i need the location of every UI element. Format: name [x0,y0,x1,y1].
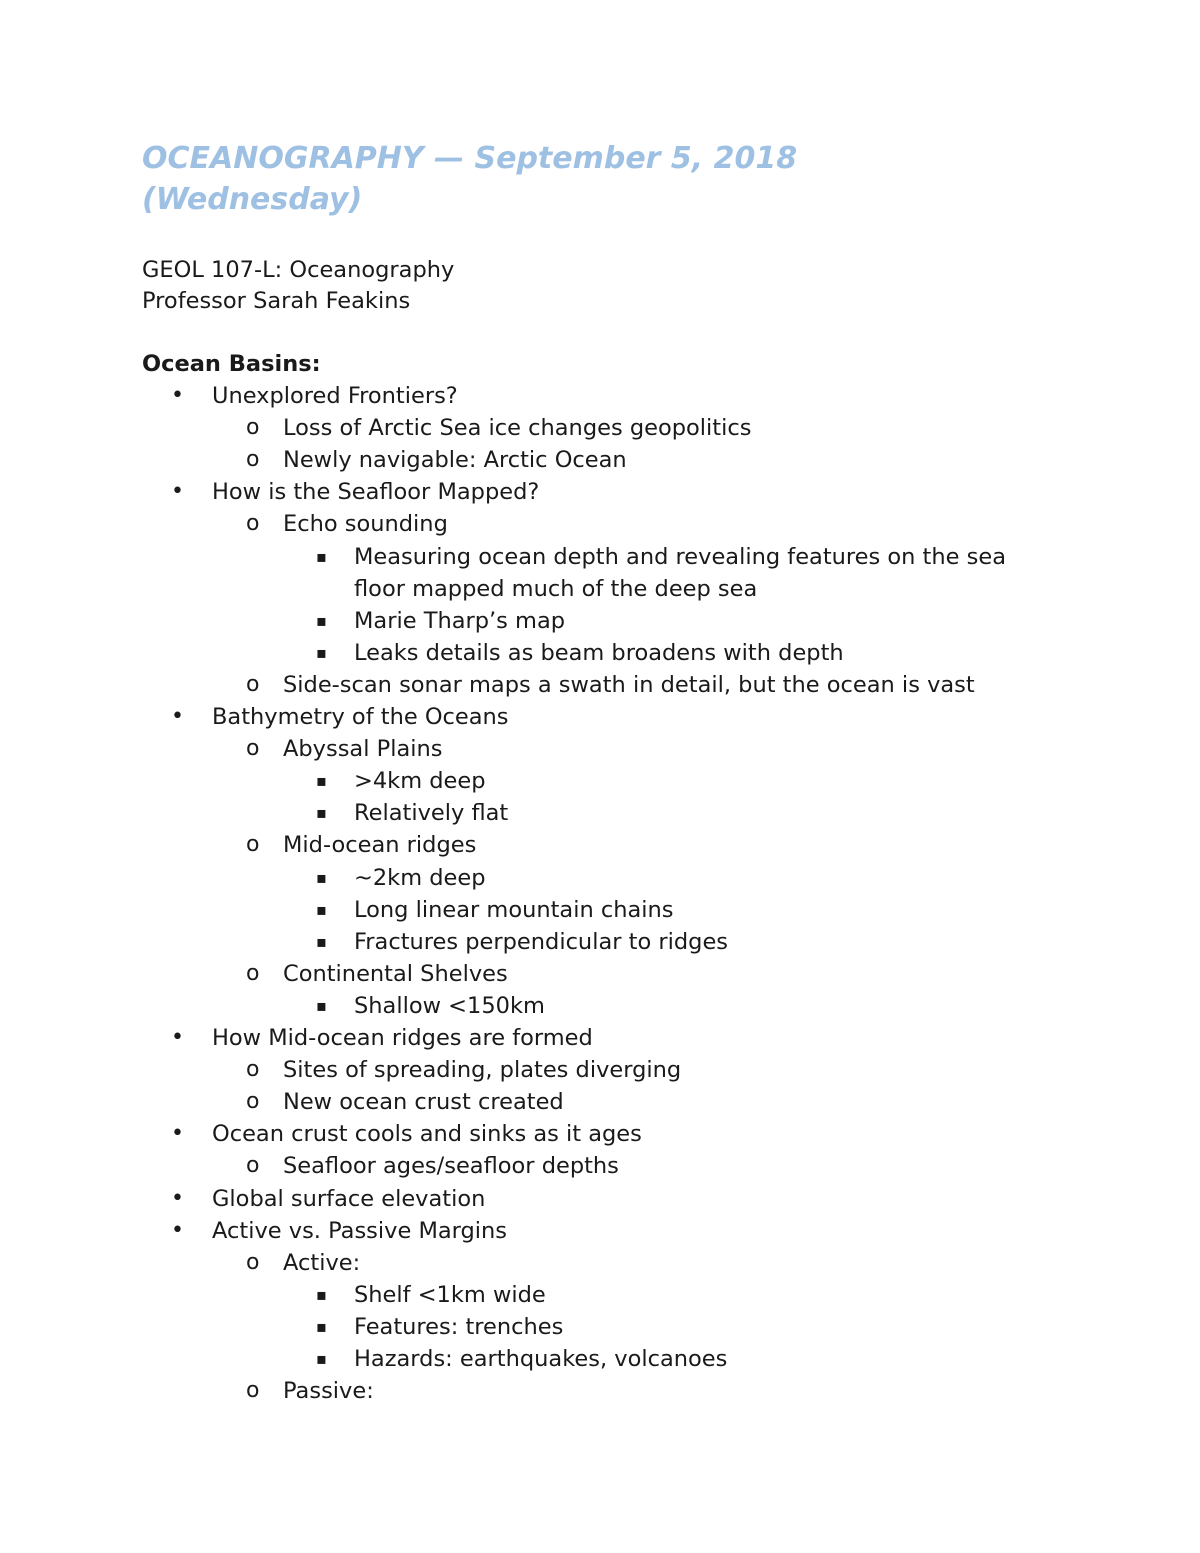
title-line-1: OCEANOGRAPHY — September 5, 2018 [142,141,798,176]
bullet-level-2-icon: o [246,1153,260,1178]
bullet-level-1-icon: • [171,1025,184,1050]
list-item [0,701,1200,733]
bullet-level-3-icon: ▪ [316,900,327,919]
list-item [0,637,1200,669]
list-item-text: How is the Seafloor Mapped? [212,479,540,505]
list-item-text: Marie Tharp’s map [354,608,566,634]
bullet-level-1-icon: • [171,1218,184,1243]
bullet-level-2-icon: o [246,415,260,440]
list-item-text: Bathymetry of the Oceans [212,704,509,730]
list-item-text: How Mid-ocean ridges are formed [212,1025,593,1051]
bullet-level-3-icon: ▪ [316,996,327,1015]
list-item [0,1247,1200,1279]
list-item-text: Relatively flat [354,800,509,826]
title-line-2: (Wednesday) [142,182,363,217]
list-item [0,990,1200,1022]
bullet-level-1-icon: • [171,704,184,729]
list-item [0,797,1200,829]
list-item [0,444,1200,476]
section-heading: Ocean Basins: [142,351,321,377]
bullet-level-3-icon: ▪ [316,771,327,790]
list-item-text: Active vs. Passive Margins [212,1218,508,1244]
bullet-level-3-icon: ▪ [316,643,327,662]
bullet-level-3-icon: ▪ [316,1285,327,1304]
bullet-level-3-icon: ▪ [316,803,327,822]
bullet-level-1-icon: • [171,1186,184,1211]
bullet-level-2-icon: o [246,1250,260,1275]
list-item [0,573,1200,605]
list-item-text: Hazards: earthquakes, volcanoes [354,1346,728,1372]
bullet-level-3-icon: ▪ [316,868,327,887]
bullet-level-2-icon: o [246,511,260,536]
list-item-text: Sites of spreading, plates diverging [283,1057,682,1083]
list-item [0,1118,1200,1150]
list-item [0,1279,1200,1311]
list-item-text: Abyssal Plains [283,736,443,762]
bullet-level-3-icon: ▪ [316,1349,327,1368]
list-item-text: >4km deep [354,768,486,794]
list-item [0,829,1200,861]
bullet-level-2-icon: o [246,832,260,857]
list-item [0,380,1200,412]
list-item [0,1215,1200,1247]
list-item-text: Leaks details as beam broadens with depth [354,640,844,666]
list-item-text: Measuring ocean depth and revealing features on the sea [354,544,1006,570]
list-item-text: Shallow <150km [354,993,545,1019]
bullet-level-3-icon: ▪ [316,1317,327,1336]
list-item-text: Mid-ocean ridges [283,832,477,858]
list-item [0,1022,1200,1054]
list-item [0,1375,1200,1407]
list-item [0,1150,1200,1182]
list-item [0,1054,1200,1086]
list-item-text: Seafloor ages/seafloor depths [283,1153,619,1179]
list-item-text: Unexplored Frontiers? [212,383,458,409]
list-item [0,605,1200,637]
bullet-level-2-icon: o [246,672,260,697]
list-item-text: Loss of Arctic Sea ice changes geopolitics [283,415,752,441]
bullet-level-1-icon: • [171,1121,184,1146]
list-item-text: Long linear mountain chains [354,897,674,923]
list-item [0,476,1200,508]
list-item-text: New ocean crust created [283,1089,564,1115]
bullet-level-1-icon: • [171,479,184,504]
list-item [0,412,1200,444]
course-name: GEOL 107-L: Oceanography [142,257,455,283]
list-item [0,894,1200,926]
list-item [0,508,1200,540]
list-item [0,541,1200,573]
list-item-text: Side-scan sonar maps a swath in detail, but the ocean is vast [283,672,975,698]
list-item-text: floor mapped much of the deep sea [354,576,758,602]
bullet-level-3-icon: ▪ [316,611,327,630]
list-item-text: Features: trenches [354,1314,564,1340]
list-item [0,733,1200,765]
list-item-text: Passive: [283,1378,374,1404]
document-title [142,138,1102,220]
bullet-level-3-icon: ▪ [316,932,327,951]
list-item [0,1086,1200,1118]
list-item [0,765,1200,797]
professor-name: Professor Sarah Feakins [142,288,411,314]
bullet-level-2-icon: o [246,1378,260,1403]
bullet-level-3-icon: ▪ [316,547,327,566]
list-item-text: Shelf <1km wide [354,1282,546,1308]
list-item-text: Echo sounding [283,511,448,537]
list-item-text: Active: [283,1250,361,1276]
list-item-text: Ocean crust cools and sinks as it ages [212,1121,642,1147]
list-item-text: Fractures perpendicular to ridges [354,929,729,955]
list-item-text: ~2km deep [354,865,486,891]
list-item [0,1183,1200,1215]
list-item [0,958,1200,990]
list-item-text: Global surface elevation [212,1186,486,1212]
bullet-level-2-icon: o [246,1057,260,1082]
bullet-level-1-icon: • [171,383,184,408]
bullet-level-2-icon: o [246,736,260,761]
list-item [0,862,1200,894]
bullet-level-2-icon: o [246,961,260,986]
list-item [0,669,1200,701]
list-item [0,1311,1200,1343]
list-item [0,1343,1200,1375]
list-item [0,926,1200,958]
bullet-level-2-icon: o [246,1089,260,1114]
bullet-level-2-icon: o [246,447,260,472]
list-item-text: Continental Shelves [283,961,508,987]
list-item-text: Newly navigable: Arctic Ocean [283,447,627,473]
